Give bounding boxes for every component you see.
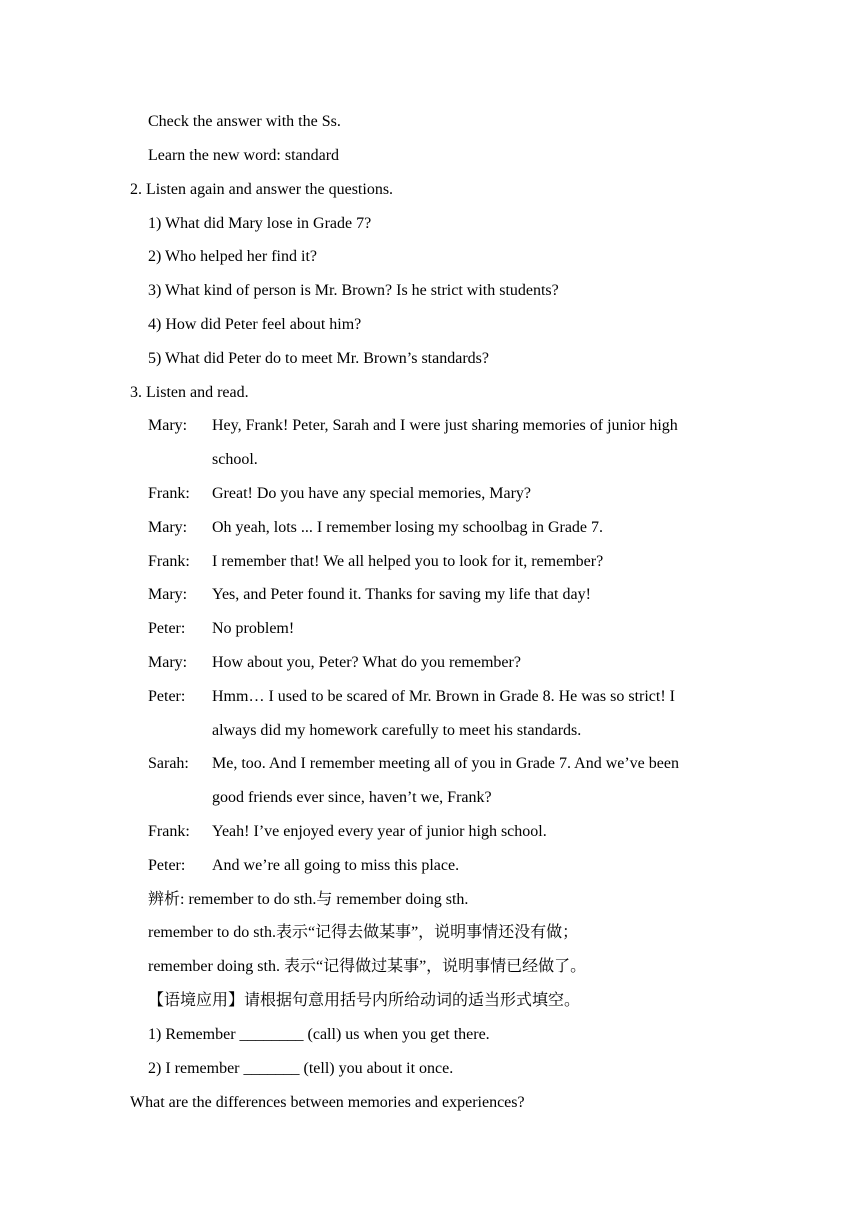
dialogue-line: No problem! (212, 620, 295, 637)
dialogue-speaker: Mary: (148, 417, 188, 434)
question-3: 3) What kind of person is Mr. Brown? Is he strict with students? (148, 282, 559, 299)
question-4: 4) How did Peter feel about him? (148, 316, 362, 333)
dialogue-line: always did my homework carefully to meet his standards. (212, 722, 582, 739)
dialogue-line: Great! Do you have any special memories, Mary? (212, 485, 531, 502)
dialogue-speaker: Mary: (148, 654, 188, 671)
dialogue-line: Hmm… I used to be scared of Mr. Brown in Grade 8. He was so strict! I (212, 688, 676, 705)
analysis-note-1: remember to do sth.表示“记得去做某事”，说明事情还没有做； (148, 924, 579, 941)
practice-item-1: 1) Remember ________ (call) us when you get there. (148, 1026, 490, 1043)
practice-heading: 【语境应用】请根据句意用括号内所给动词的适当形式填空。 (148, 992, 581, 1009)
dialogue-line: school. (212, 451, 258, 468)
dialogue-line: And we’re all going to miss this place. (212, 857, 460, 874)
question-1: 1) What did Mary lose in Grade 7? (148, 215, 372, 232)
dialogue-line: Yes, and Peter found it. Thanks for saving my life that day! (212, 586, 591, 603)
dialogue-speaker: Sarah: (148, 755, 189, 772)
dialogue-line: Hey, Frank! Peter, Sarah and I were just sharing memories of junior high (212, 417, 678, 434)
dialogue-line: Oh yeah, lots ... I remember losing my schoolbag in Grade 7. (212, 519, 604, 536)
dialogue-speaker: Mary: (148, 519, 188, 536)
dialogue-line: Yeah! I’ve enjoyed every year of junior high school. (212, 823, 547, 840)
dialogue-speaker: Peter: (148, 620, 186, 637)
section2-heading: 2. Listen again and answer the questions. (130, 181, 394, 198)
closing-question: What are the differences between memories and experiences? (130, 1094, 525, 1111)
dialogue-line: I remember that! We all helped you to look for it, remember? (212, 553, 604, 570)
dialogue-line: How about you, Peter? What do you remember? (212, 654, 521, 671)
dialogue-speaker: Frank: (148, 553, 190, 570)
question-2: 2) Who helped her find it? (148, 248, 317, 265)
section3-heading: 3. Listen and read. (130, 384, 249, 401)
question-5: 5) What did Peter do to meet Mr. Brown’s standards? (148, 350, 489, 367)
dialogue-speaker: Mary: (148, 586, 188, 603)
dialogue-speaker: Peter: (148, 857, 186, 874)
dialogue-line: Me, too. And I remember meeting all of you in Grade 7. And we’ve been (212, 755, 679, 772)
analysis-note-2: remember doing sth. 表示“记得做过某事”，说明事情已经做了。 (148, 958, 587, 975)
dialogue-speaker: Peter: (148, 688, 186, 705)
practice-item-2: 2) I remember _______ (tell) you about it once. (148, 1060, 454, 1077)
intro-new-word-line: Learn the new word: standard (148, 147, 340, 164)
dialogue-line: good friends ever since, haven’t we, Frank? (212, 789, 492, 806)
dialogue-speaker: Frank: (148, 485, 190, 502)
analysis-title: 辨析: remember to do sth.与 remember doing sth. (148, 891, 469, 908)
intro-check-line: Check the answer with the Ss. (148, 113, 341, 130)
dialogue-speaker: Frank: (148, 823, 190, 840)
